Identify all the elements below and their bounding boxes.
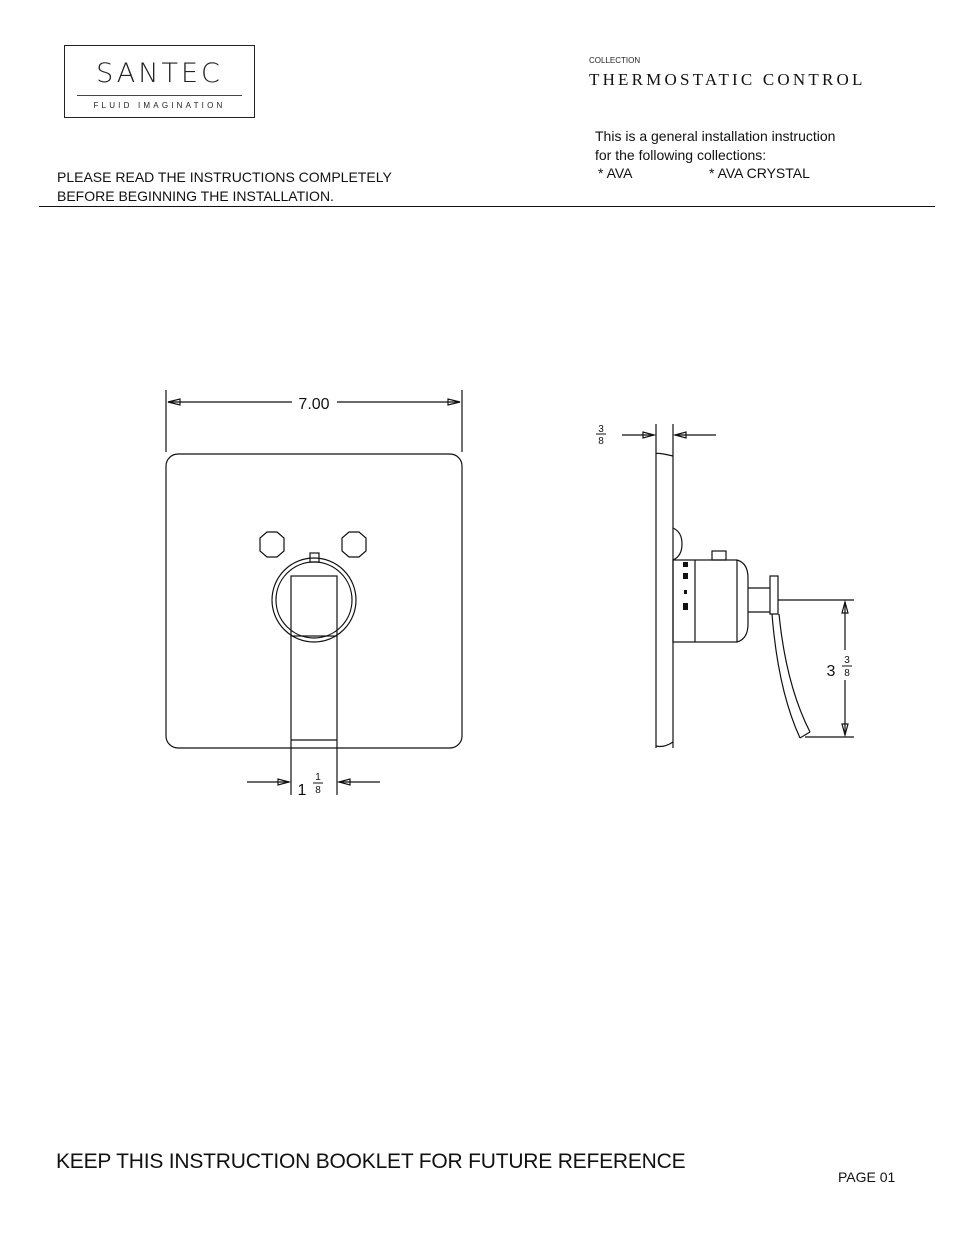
scale-mark: [684, 590, 687, 594]
keep-booklet-note: KEEP THIS INSTRUCTION BOOKLET FOR FUTURE REFERENCE: [56, 1150, 686, 1173]
dim-handle-whole: 1: [297, 782, 307, 799]
dim-thickness-num: 3: [598, 424, 604, 435]
scale-mark: [683, 603, 688, 610]
intro-line-1: This is a general installation instruction: [595, 128, 836, 144]
dim-projection-whole: 3: [826, 663, 836, 680]
front-view: [166, 390, 462, 795]
side-screw-head: [673, 528, 682, 560]
collection-label: COLLECTION: [589, 56, 641, 65]
dim-thickness-den: 8: [598, 436, 604, 447]
handle-hub: [291, 576, 337, 636]
collection-item-ava: * AVA: [598, 165, 633, 181]
logo-wordmark: SANTEC: [96, 58, 223, 89]
screw-left: [260, 532, 284, 557]
side-knob-indicator: [712, 551, 726, 560]
warning-line-2: BEFORE BEGINNING THE INSTALLATION.: [57, 188, 334, 204]
side-plate-bottom-curve: [656, 742, 673, 747]
warning-line-1: PLEASE READ THE INSTRUCTIONS COMPLETELY: [57, 169, 392, 185]
side-lever-outer: [772, 614, 800, 738]
side-knob-cap: [737, 560, 748, 642]
logo-tagline: FLUID IMAGINATION: [93, 101, 226, 110]
page-number: PAGE 01: [838, 1169, 896, 1185]
dim-projection-num: 3: [844, 655, 850, 666]
dim-handle-num: 1: [315, 772, 321, 783]
dim-handle-den: 8: [315, 785, 321, 796]
collection-item-ava-crystal: * AVA CRYSTAL: [709, 165, 810, 181]
screw-right: [342, 532, 366, 557]
side-lever-hub: [770, 576, 778, 614]
side-lever-inner: [779, 614, 810, 732]
collection-name: THERMOSTATIC CONTROL: [589, 70, 866, 89]
side-knob-body: [673, 560, 737, 642]
side-plate-top-curve: [656, 453, 673, 456]
dim-front-width-label: 7.00: [298, 396, 330, 413]
knob-inner: [276, 562, 352, 638]
scale-mark: [683, 562, 688, 567]
cover-plate: [166, 454, 462, 748]
knob-outer: [272, 558, 356, 642]
scale-mark: [683, 573, 688, 579]
side-knob-scale-marks: [683, 562, 688, 610]
intro-line-2: for the following collections:: [595, 147, 767, 163]
dim-projection-den: 8: [844, 668, 850, 679]
side-view: [622, 424, 854, 748]
